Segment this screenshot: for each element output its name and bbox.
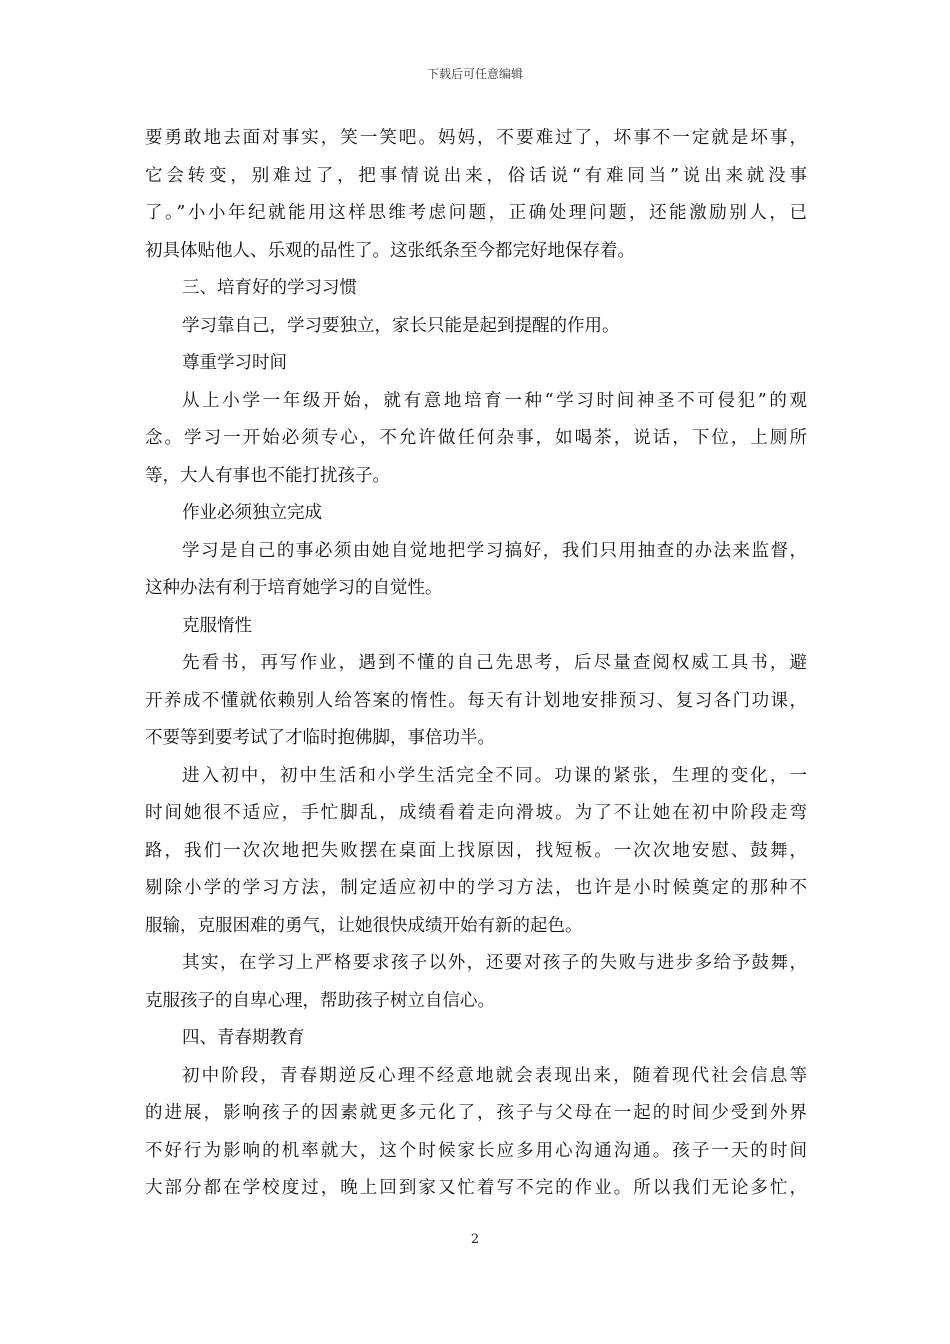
document-body [145, 120, 807, 1208]
text-line: 从上小学一年级开始，就有意地培育一种“学习时间神圣不可侵犯”的观 [182, 390, 807, 411]
subheading: 克服惰性 [182, 615, 252, 636]
text-line: 等，大人有事也不能打扰孩子。 [145, 465, 390, 486]
text-line: 的进展，影响孩子的因素就更多元化了，孩子与父母在一起的时间少受到外界 [145, 1103, 807, 1123]
text-line: 不好行为影响的机率就大，这个时候家长应多用心沟通沟通。孩子一天的时间 [145, 1140, 807, 1161]
text-line: 不要等到要考试了才临时抱佛脚，事倍功半。 [145, 728, 495, 748]
text-line: 学习是自己的事必须由她自觉地把学习搞好，我们只用抽查的办法来监督， [182, 540, 807, 561]
text-line: 大部分都在学校度过，晚上回到家又忙着写不完的作业。所以我们无论多忙， [145, 1178, 807, 1198]
text-line: 要勇敢地去面对事实，笑一笑吧。妈妈，不要难过了，坏事不一定就是坏事， [145, 128, 807, 148]
page-header: 下载后可任意编辑 [426, 67, 523, 81]
text-line: 开养成不懂就依赖别人给答案的惰性。每天有计划地安排预习、复习各门功课， [145, 690, 807, 711]
text-line: 初具体贴他人、乐观的品性了。这张纸条至今都完好地保存着。 [145, 240, 635, 261]
text-line: 它会转变，别难过了，把事情说出来，俗话说“有难同当”说出来就没事 [145, 165, 807, 186]
text-line: 时间她很不适应，手忙脚乱，成绩看着走向滑坡。为了不让她在初中阶段走弯 [145, 803, 807, 823]
text-line: 了。”小小年纪就能用这样思维考虑问题，正确处理问题，还能激励别人，已 [145, 203, 807, 223]
text-line: 念。学习一开始必须专心，不允许做任何杂事，如喝茶，说话，下位，上厕所 [145, 428, 807, 448]
text-line: 克服孩子的自卑心理，帮助孩子树立自信心。 [145, 990, 495, 1011]
text-line: 路，我们一次次地把失败摆在桌面上找原因，找短板。一次次地安慰、鼓舞， [145, 840, 807, 861]
section-heading: 三、培育好的学习习惯 [182, 278, 357, 298]
subheading: 尊重学习时间 [182, 353, 287, 373]
text-line: 其实，在学习上严格要求孩子以外，还要对孩子的失败与进步多给予鼓舞， [182, 953, 807, 973]
text-line: 学习靠自己，学习要独立，家长只能是起到提醒的作用。 [182, 315, 620, 336]
page-number: 2 [470, 1232, 480, 1247]
section-heading: 四、青春期教育 [182, 1028, 305, 1048]
text-line: 这种办法有利于培育她学习的自觉性。 [145, 578, 443, 598]
text-line: 初中阶段，青春期逆反心理不经意地就会表现出来，随着现代社会信息等 [182, 1065, 807, 1086]
text-line: 服输，克服困难的勇气，让她很快成绩开始有新的起色。 [145, 915, 583, 936]
subheading: 作业必须独立完成 [182, 503, 322, 523]
text-line: 进入初中，初中生活和小学生活完全不同。功课的紧张，生理的变化，一 [182, 765, 807, 786]
text-line: 先看书，再写作业，遇到不懂的自己先思考，后尽量查阅权威工具书，避 [182, 653, 807, 673]
text-line: 剔除小学的学习方法，制定适应初中的学习方法，也许是小时候奠定的那种不 [145, 878, 807, 898]
